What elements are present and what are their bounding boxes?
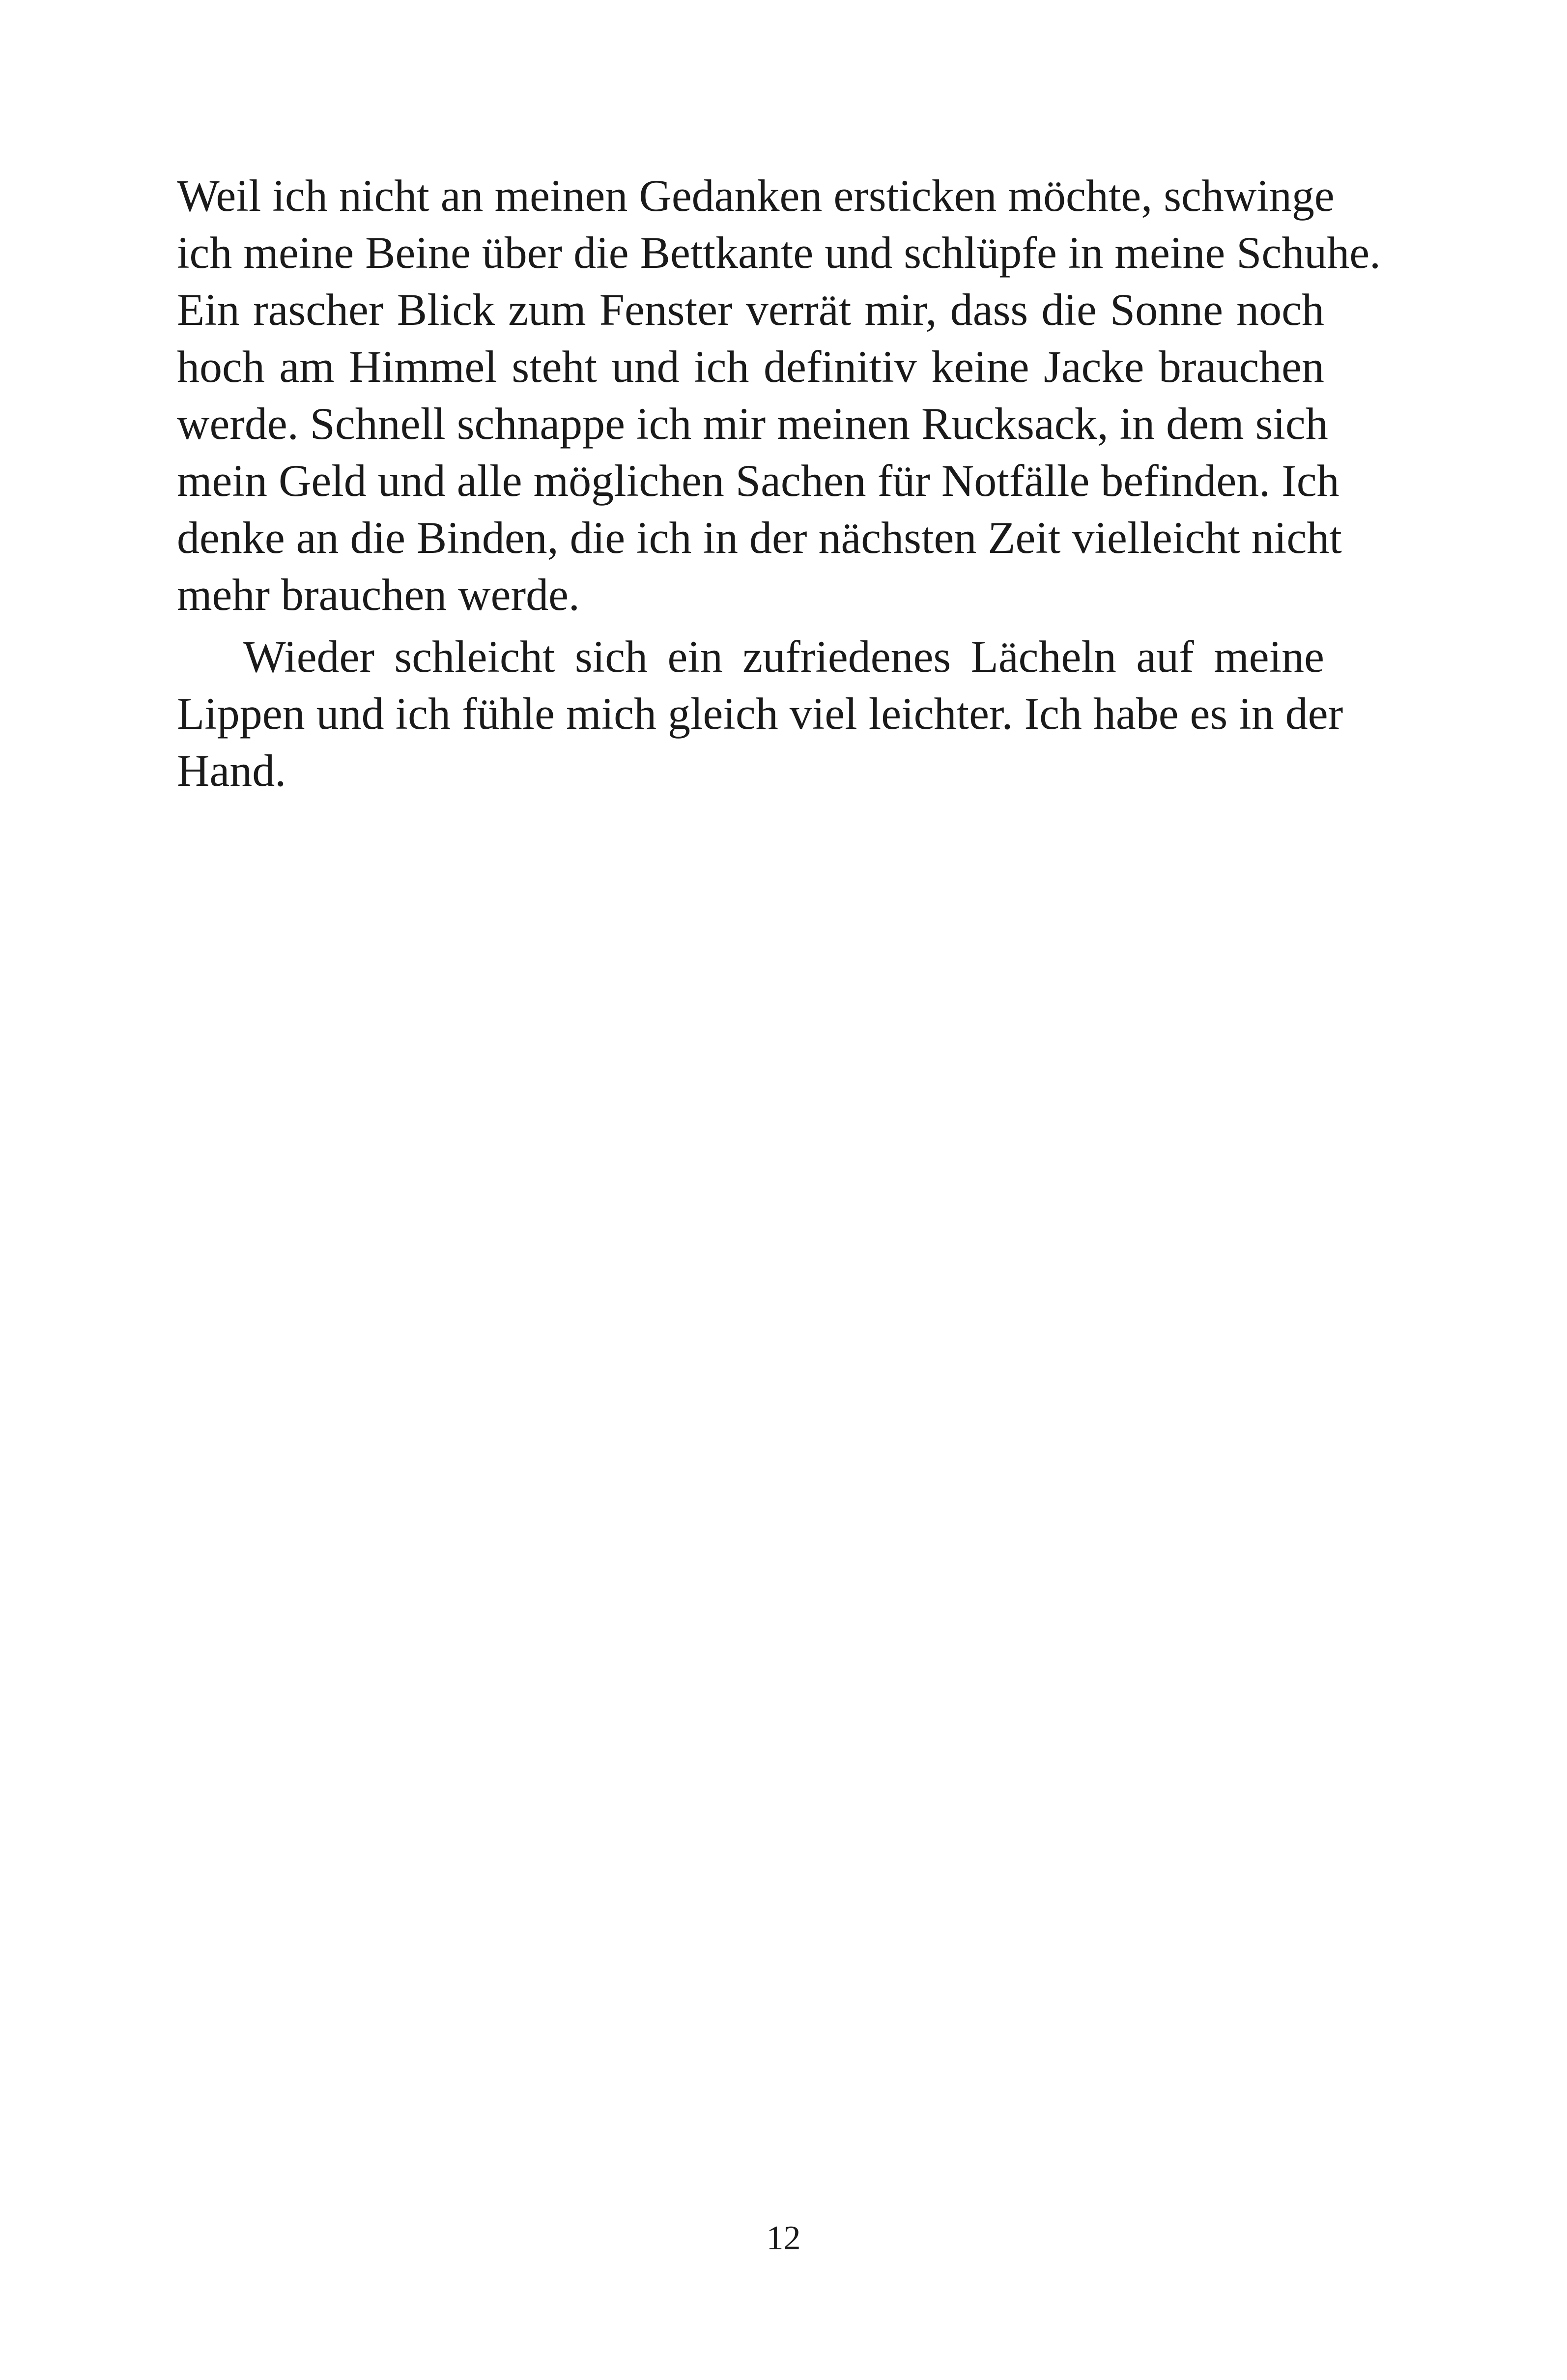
- body-text: [177, 167, 1381, 799]
- paragraph-spacer: [177, 623, 1324, 628]
- text-line: Wieder schleicht sich ein zufriedenes Lächeln auf meine: [243, 631, 1324, 682]
- page-number: 12: [766, 2219, 801, 2257]
- text-line: hoch am Himmel steht und ich definitiv keine Jacke brauchen: [177, 342, 1324, 392]
- text-line: Lippen und ich fühle mich gleich viel leichter. Ich habe es in der: [177, 688, 1343, 739]
- text-line: Ein rascher Blick zum Fenster verrät mir, dass die Sonne noch: [177, 285, 1324, 335]
- text-line: Weil ich nicht an meinen Gedanken ersticken möchte, schwinge: [177, 171, 1335, 221]
- text-line: werde. Schnell schnappe ich mir meinen Rucksack, in dem sich: [177, 399, 1328, 449]
- text-line: Hand.: [177, 746, 286, 796]
- text-line: denke an die Binden, die ich in der nächsten Zeit vielleicht nicht: [177, 513, 1342, 563]
- paragraph-1: [177, 167, 1381, 623]
- text-line: mehr brauchen werde.: [177, 570, 580, 620]
- text-line: mein Geld und alle möglichen Sachen für Notfälle befinden. Ich: [177, 456, 1339, 506]
- paragraph-2: [177, 628, 1343, 799]
- text-line: ich meine Beine über die Bettkante und schlüpfe in meine Schuhe.: [177, 228, 1381, 278]
